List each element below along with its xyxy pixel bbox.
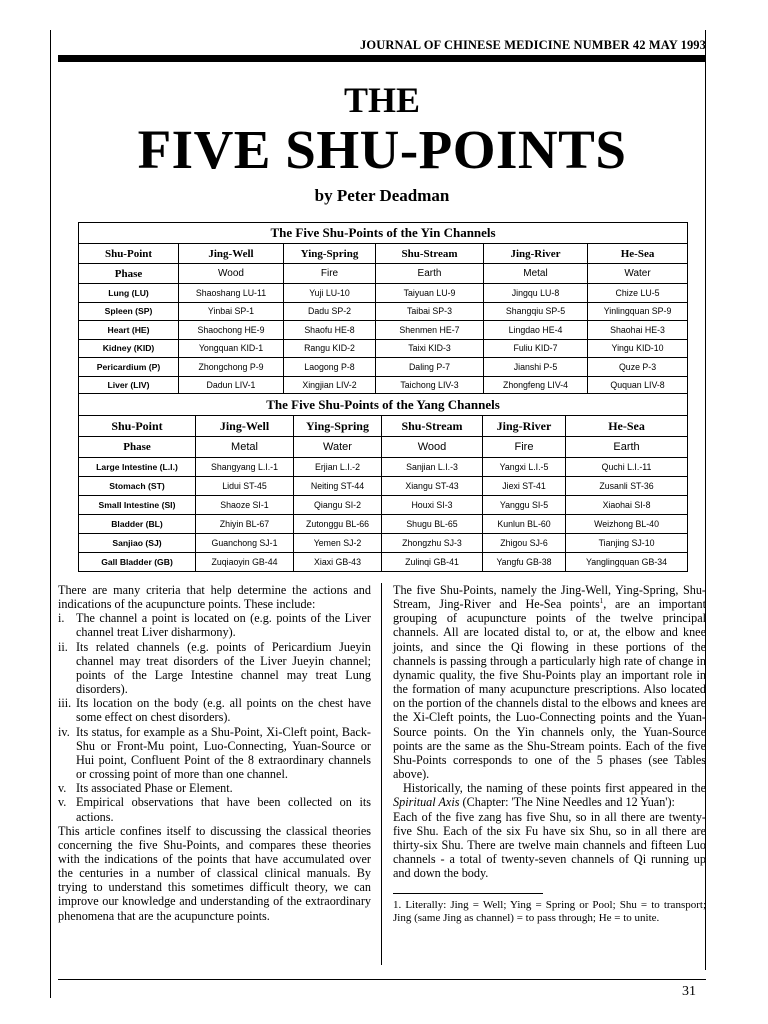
- point-cell: Yangfu GB-38: [483, 553, 566, 572]
- point-cell: Shaohai HE-3: [588, 321, 688, 340]
- table-row: [79, 358, 688, 377]
- point-cell: Xiaxi GB-43: [294, 553, 382, 572]
- table-row: [79, 515, 688, 534]
- point-cell: Ququan LIV-8: [588, 376, 688, 395]
- point-cell: Fuliu KID-7: [484, 339, 588, 358]
- channel-label: Sanjiao (SJ): [79, 534, 196, 553]
- phase-label: Phase: [79, 264, 179, 284]
- phase-cell: Metal: [484, 264, 588, 284]
- point-cell: Shenmen HE-7: [376, 321, 484, 340]
- point-cell: Chize LU-5: [588, 284, 688, 303]
- table-header-row: [79, 244, 688, 264]
- table-row: [79, 496, 688, 515]
- left-text-column: [58, 583, 371, 923]
- point-cell: Erjian L.I.-2: [294, 458, 382, 477]
- page-frame-left-line: [50, 30, 51, 998]
- header-cell: Shu-Stream: [376, 244, 484, 264]
- block-quote: Each of the five zang has five Shu, so in all there are twenty-five Shu. Each of the six Fu have six Shu, so in all there are thirty-six Shu. There are twelve main channels and fifteen Luo channels - a total of twenty-seven channels of Qi running up and down the body.: [393, 809, 706, 881]
- channel-label: Liver (LIV): [79, 376, 179, 395]
- point-cell: Shangqiu SP-5: [484, 302, 588, 321]
- channel-label: Stomach (ST): [79, 477, 196, 496]
- header-cell: He-Sea: [566, 416, 688, 437]
- list-text: Its related channels (e.g. points of Pericardium Jueyin channel may treat disorders of the Liver Jueyin channel; points of the Large Intestine channel may treat Lung disorders).: [76, 639, 371, 697]
- point-cell: Laogong P-8: [284, 358, 376, 377]
- paragraph-text: , are an important grouping of acupuncture points of the twelve principal channels. All are located distal to, or at, the elbow and knee joints, and since the Qi flowing in these portions of the channels is passing through a particularly high rate of change in dynamic quality, the five Shu-Points play an important role in the formation of many acupuncture prescriptions. Also located on the portion of the channels distal to the elbows and knees are the Xi-Cleft points, the Luo-Connecting points and the Yuan-Source points. On the Yin channels only, the Yuan-Source points are the same as the Shu-Stream points. Each of the five Shu-Points corresponds to one of the 5 phases (see Tables above).: [393, 597, 706, 782]
- header-cell: Jing-Well: [196, 416, 294, 437]
- point-cell: Qiangu SI-2: [294, 496, 382, 515]
- header-cell: Ying-Spring: [284, 244, 376, 264]
- point-cell: Neiting ST-44: [294, 477, 382, 496]
- list-text: Its associated Phase or Element.: [76, 781, 233, 796]
- phase-cell: Water: [588, 264, 688, 284]
- point-cell: Zuqiaoyin GB-44: [196, 553, 294, 572]
- table-caption: The Five Shu-Points of the Yang Channels: [79, 394, 688, 416]
- list-number: v.: [58, 781, 67, 796]
- list-number: ii.: [58, 639, 68, 654]
- point-cell: Taiyuan LU-9: [376, 284, 484, 303]
- header-cell: Shu-Point: [79, 416, 196, 437]
- point-cell: Zhiyin BL-67: [196, 515, 294, 534]
- phase-label: Phase: [79, 437, 196, 458]
- table-caption: The Five Shu-Points of the Yin Channels: [79, 223, 688, 244]
- list-item: [58, 640, 371, 697]
- table-row: [79, 302, 688, 321]
- point-cell: Shugu BL-65: [382, 515, 483, 534]
- point-cell: Zhigou SJ-6: [483, 534, 566, 553]
- channel-label: Lung (LU): [79, 284, 179, 303]
- right-text-column: [393, 583, 706, 925]
- channel-label: Heart (HE): [79, 321, 179, 340]
- list-text: The channel a point is located on (e.g. points of the Liver channel treat Liver disharmony).: [76, 611, 371, 640]
- table-row: [79, 477, 688, 496]
- point-cell: Yangxi L.I.-5: [483, 458, 566, 477]
- point-cell: Jianshi P-5: [484, 358, 588, 377]
- header-cell: Shu-Point: [79, 244, 179, 264]
- phase-cell: Fire: [483, 437, 566, 458]
- list-number: iii.: [58, 696, 72, 711]
- point-cell: Yuji LU-10: [284, 284, 376, 303]
- body-paragraph: [393, 583, 706, 781]
- list-item: [58, 611, 371, 639]
- channel-label: Pericardium (P): [79, 358, 179, 377]
- point-cell: Zusanli ST-36: [566, 477, 688, 496]
- channel-label: Gall Bladder (GB): [79, 553, 196, 572]
- point-cell: Shaochong HE-9: [179, 321, 284, 340]
- point-cell: Dadu SP-2: [284, 302, 376, 321]
- phase-row: [79, 437, 688, 458]
- list-text: Empirical observations that have been collected on its actions.: [76, 795, 371, 824]
- point-cell: Rangu KID-2: [284, 339, 376, 358]
- table-row: [79, 534, 688, 553]
- phase-cell: Earth: [376, 264, 484, 284]
- point-cell: Taibai SP-3: [376, 302, 484, 321]
- list-item: [58, 795, 371, 823]
- header-cell: He-Sea: [588, 244, 688, 264]
- phase-row: [79, 264, 688, 284]
- channel-label: Bladder (BL): [79, 515, 196, 534]
- channel-label: Large Intestine (L.I.): [79, 458, 196, 477]
- yang-channels-table: [78, 393, 688, 572]
- point-cell: Lingdao HE-4: [484, 321, 588, 340]
- phase-cell: Wood: [179, 264, 284, 284]
- point-cell: Taixi KID-3: [376, 339, 484, 358]
- point-cell: Shaoshang LU-11: [179, 284, 284, 303]
- point-cell: Quze P-3: [588, 358, 688, 377]
- point-cell: Guanchong SJ-1: [196, 534, 294, 553]
- phase-cell: Wood: [382, 437, 483, 458]
- point-cell: Xiangu ST-43: [382, 477, 483, 496]
- book-title: Spiritual Axis: [393, 795, 460, 810]
- point-cell: Zhongchong P-9: [179, 358, 284, 377]
- point-cell: Yinbai SP-1: [179, 302, 284, 321]
- list-item: [58, 725, 371, 782]
- list-text: Its location on the body (e.g. all points on the chest have some effect on chest disorders).: [76, 696, 371, 725]
- header-cell: Ying-Spring: [294, 416, 382, 437]
- header-cell: Jing-River: [483, 416, 566, 437]
- article-title: FIVE SHU-POINTS: [137, 119, 627, 180]
- footnote-marker: 1: [599, 597, 604, 606]
- point-cell: Dadun LIV-1: [179, 376, 284, 395]
- point-cell: Zutonggu BL-66: [294, 515, 382, 534]
- point-cell: Kunlun BL-60: [483, 515, 566, 534]
- channel-label: Kidney (KID): [79, 339, 179, 358]
- table-row: [79, 376, 688, 395]
- point-cell: Shangyang L.I.-1: [196, 458, 294, 477]
- list-number: v.: [58, 795, 67, 810]
- paragraph-text: (Chapter: 'The Nine Needles and 12 Yuan'):: [459, 795, 675, 810]
- point-cell: Yanggu SI-5: [483, 496, 566, 515]
- point-cell: Taichong LIV-3: [376, 376, 484, 395]
- point-cell: Zhongfeng LIV-4: [484, 376, 588, 395]
- footnote: 1. Literally: Jing = Well; Ying = Spring or Pool; Shu = to transport; Jing (same Jing as channel) = to pass through; He = to unite.: [393, 899, 706, 925]
- title-the: THE: [343, 80, 421, 120]
- list-text: Its status, for example as a Shu-Point, Xi-Cleft point, Back-Shu or Front-Mu point, Luo-Connecting, Yuan-Source or Hui point, Confluent Point of the 8 extraordinary channels or crossing point of more than one channel.: [76, 724, 371, 782]
- phase-cell: Fire: [284, 264, 376, 284]
- point-cell: Yemen SJ-2: [294, 534, 382, 553]
- table-row: [79, 284, 688, 303]
- point-cell: Jingqu LU-8: [484, 284, 588, 303]
- point-cell: Shaofu HE-8: [284, 321, 376, 340]
- point-cell: Houxi SI-3: [382, 496, 483, 515]
- journal-header: JOURNAL OF CHINESE MEDICINE NUMBER 42 MAY 1993: [360, 38, 706, 52]
- point-cell: Zhongzhu SJ-3: [382, 534, 483, 553]
- point-cell: Weizhong BL-40: [566, 515, 688, 534]
- phase-cell: Earth: [566, 437, 688, 458]
- table-header-row: [79, 416, 688, 437]
- point-cell: Yanglingquan GB-34: [566, 553, 688, 572]
- point-cell: Xiaohai SI-8: [566, 496, 688, 515]
- closing-paragraph: This article confines itself to discussing the classical theories concerning the five Shu-Points, and compares these theories with the indications of the points that have accumulated over the centuries in a number of classical clinical manuals. By trying to understand this sometimes difficult theory, we can improve our knowledge and understanding of the extraordinary phenomena that are the acupuncture points.: [58, 823, 371, 923]
- point-cell: Tianjing SJ-10: [566, 534, 688, 553]
- intro-paragraph: There are many criteria that help determine the actions and indications of the acupuncture points. These include:: [58, 583, 371, 612]
- byline: by Peter Deadman: [314, 186, 450, 205]
- channel-label: Small Intestine (SI): [79, 496, 196, 515]
- list-item: [58, 696, 371, 724]
- channel-label: Spleen (SP): [79, 302, 179, 321]
- list-number: iv.: [58, 724, 70, 739]
- list-number: i.: [58, 611, 65, 626]
- point-cell: Zulinqi GB-41: [382, 553, 483, 572]
- point-cell: Yingu KID-10: [588, 339, 688, 358]
- paragraph-text: The five Shu-Points, namely the Jing-Well, Ying-Spring, Shu-Stream, Jing-River and He-Sea points: [393, 583, 706, 612]
- table-row: [79, 339, 688, 358]
- header-cell: Jing-River: [484, 244, 588, 264]
- point-cell: Sanjian L.I.-3: [382, 458, 483, 477]
- header-rule: [58, 55, 706, 62]
- phase-cell: Metal: [196, 437, 294, 458]
- page-number: 31: [682, 984, 696, 999]
- table-row: [79, 458, 688, 477]
- yin-channels-table: [78, 222, 688, 395]
- paragraph-text: Historically, the naming of these points first appeared in the: [403, 781, 706, 796]
- footer-rule: [58, 979, 706, 980]
- table-row: [79, 553, 688, 572]
- point-cell: Yongquan KID-1: [179, 339, 284, 358]
- point-cell: Jiexi ST-41: [483, 477, 566, 496]
- phase-cell: Water: [294, 437, 382, 458]
- table-row: [79, 321, 688, 340]
- point-cell: Shaoze SI-1: [196, 496, 294, 515]
- body-paragraph: [393, 781, 706, 809]
- header-cell: Shu-Stream: [382, 416, 483, 437]
- point-cell: Lidui ST-45: [196, 477, 294, 496]
- point-cell: Daling P-7: [376, 358, 484, 377]
- footnote-rule: [393, 893, 543, 894]
- point-cell: Quchi L.I.-11: [566, 458, 688, 477]
- column-divider: [381, 583, 382, 965]
- header-cell: Jing-Well: [179, 244, 284, 264]
- point-cell: Yinlingquan SP-9: [588, 302, 688, 321]
- list-item: [58, 781, 371, 795]
- point-cell: Xingjian LIV-2: [284, 376, 376, 395]
